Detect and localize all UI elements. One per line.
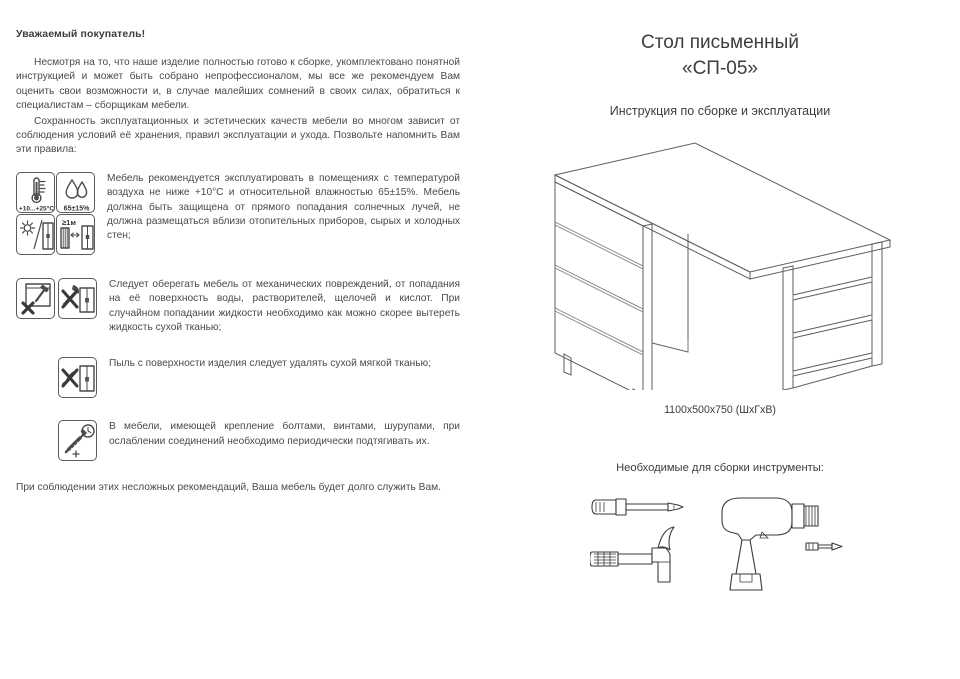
desk-isometric-drawing (545, 140, 895, 390)
greeting-line: Уважаемый покупатель! (16, 28, 146, 40)
no-direct-sunlight-icon (16, 214, 55, 255)
rule-mechanical-text: Следует оберегать мебель от механических повреждений, от попадания на её поверхность воды, растворителей, щелочей и кислот. При случайном попадании жидкости необходимо как можно скорее вытереть жидкость сухой тканью; (109, 278, 460, 334)
no-impact-icon (16, 278, 55, 319)
min-distance-heater-icon (56, 214, 95, 255)
rule-dust-text: Пыль с поверхности изделия следует удалять сухой мягкой тканью; (109, 358, 432, 370)
tools-heading: Необходимые для сборки инструменты: (616, 462, 824, 474)
rule-dust (16, 357, 460, 398)
page-title: Стол письменный (641, 32, 799, 53)
claw-hammer-icon (590, 527, 674, 582)
rule-climate-icons (16, 172, 95, 255)
humidity-icon-label: 65±15% (63, 205, 90, 213)
temperature-icon-label: +10...+25°C (18, 205, 55, 213)
tools-illustrations (480, 486, 960, 591)
humidity-icon (56, 172, 95, 213)
product-dimensions: 1100x500x750 (ШхГхВ) (664, 404, 776, 416)
product-model: «СП-05» (682, 58, 758, 79)
rule-climate-text: Мебель рекомендуется эксплуатировать в помещениях с температурой воздуха не ниже +10°С и относительной влажностью 65±15%. Мебель должна быть защищена от прямого попадания солнечных лучей, не должна размещаться вблизи отопительных приборов, сырых и холодных стен; (107, 172, 460, 242)
rule-mechanical (16, 278, 460, 336)
rule-fasteners-text: В мебели, имеющей крепление болтами, винтами, шурупами, при ослаблении соединений необходимо периодически подтягивать их. (109, 421, 460, 447)
tighten-fasteners-periodically-icon (58, 420, 97, 461)
cordless-drill-icon (722, 498, 818, 590)
rule-fasteners-icons (58, 420, 97, 461)
intro-block (16, 56, 460, 158)
intro-paragraph-1: Несмотря на то, что наше изделие полностью готово к сборке, укомплектовано понятной инструкцией и может быть собрано непрофессионалом, мы все же рекомендуем Вам оценить свои возможности и, в случае малейших сомнений в своих силах, обратиться к специалистам – сборщикам мебели. (16, 57, 460, 112)
rule-mechanical-icons (16, 278, 97, 319)
desk-drawing-wrap (480, 140, 960, 390)
temperature-icon (16, 172, 55, 213)
intro-paragraph-2: Сохранность эксплуатационных и эстетических качеств мебели во многом зависит от соблюдения условий её хранения, правил эксплуатации и ухода. Позвольте напомнить Вам эти правила: (16, 115, 460, 156)
rule-climate (16, 172, 460, 255)
min-distance-heater-icon-label: ≥1м (62, 217, 77, 227)
closing-line: При соблюдении этих несложных рекомендаций, Ваша мебель будет долго служить Вам. (16, 482, 441, 494)
page-subtitle: Инструкция по сборке и эксплуатации (609, 104, 831, 118)
right-column (480, 0, 960, 679)
screwdriver-phillips-icon (592, 499, 683, 515)
rule-dust-icons (58, 357, 97, 398)
drill-bit-icon (806, 543, 842, 550)
no-liquid-cleaner-icon (58, 357, 97, 398)
rule-fasteners (16, 420, 460, 461)
no-sharp-tools-icon (58, 278, 97, 319)
